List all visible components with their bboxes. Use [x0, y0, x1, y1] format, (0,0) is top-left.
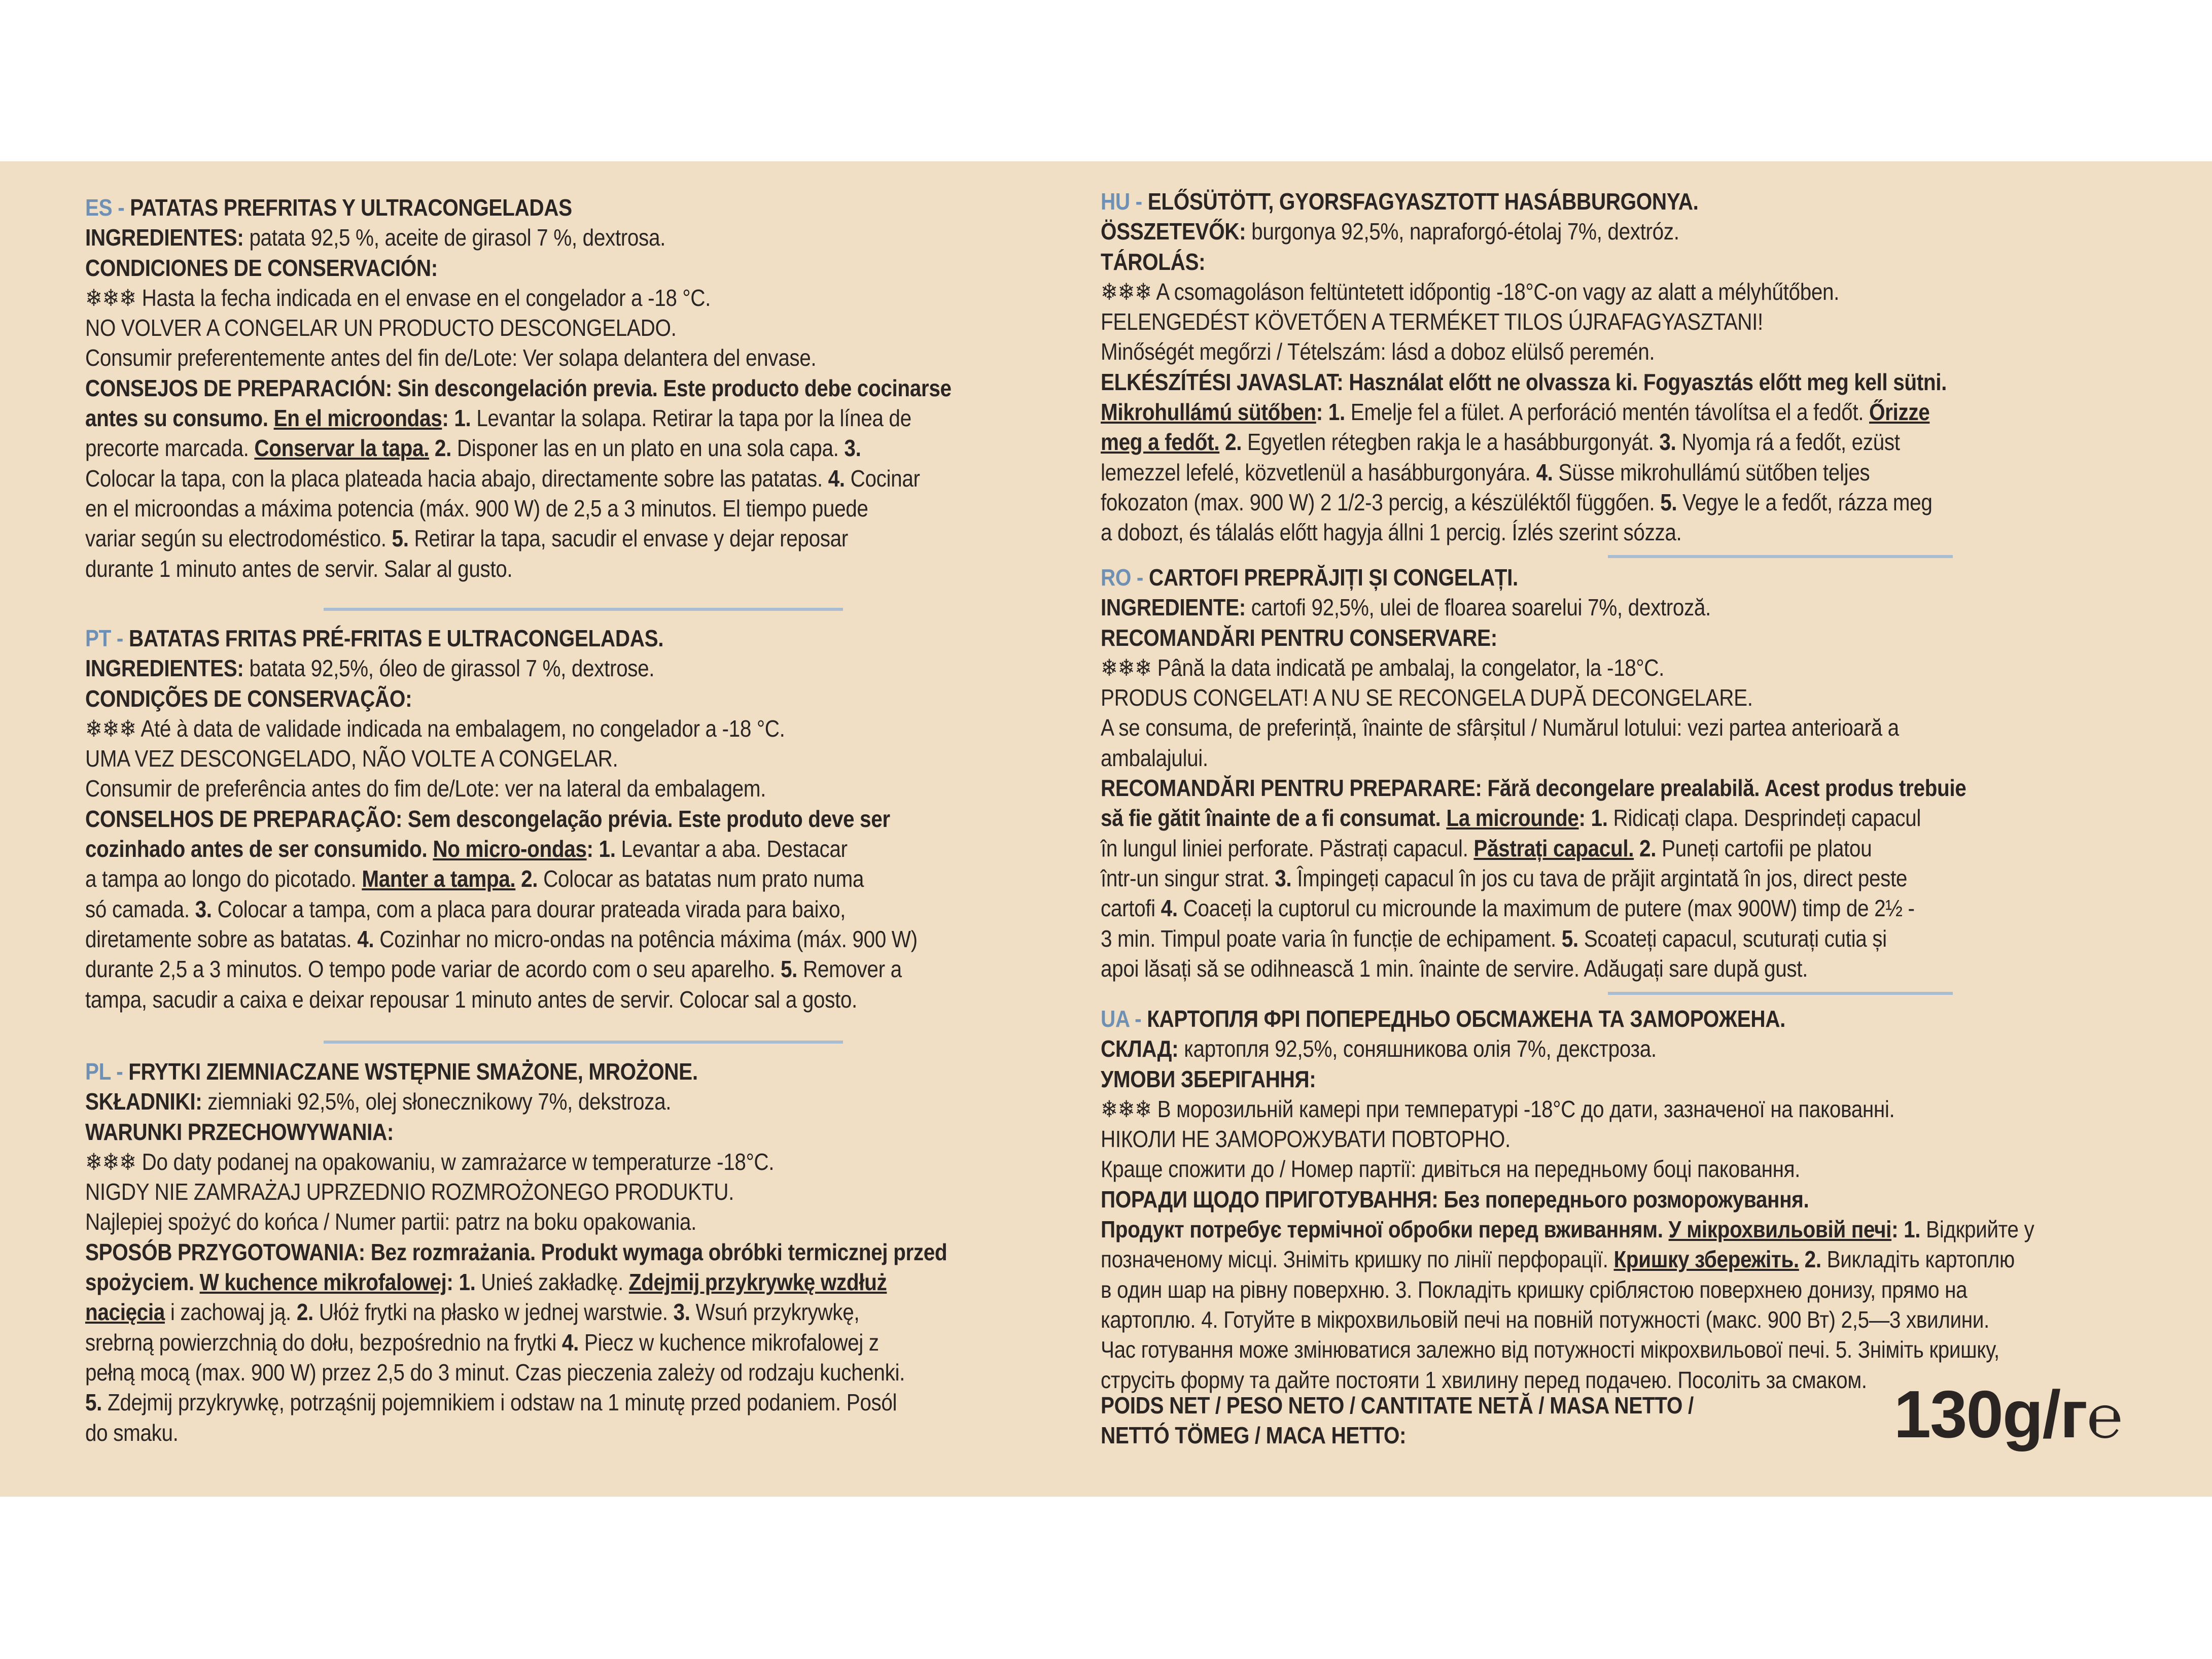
refreeze-warning: NO VOLVER A CONGELAR UN PRODUCTO DESCONGELADO. [85, 315, 677, 341]
section-heading: HU - ELŐSÜTÖTT, GYORSFAGYASZTOTT HASÁBBURGONYA. [1101, 188, 1699, 215]
refreeze-warning: NIGDY NIE ZAMRAŻAJ UPRZEDNIO ROZMROŻONEGO PRODUKTU. [85, 1179, 734, 1205]
text-line: в один шар на рівну поверхню. 3. Покладіть кришку сріблястою поверхнею донизу, прямо на [1101, 1276, 1968, 1303]
text-line: antes su consumo. En el microondas: 1. Levantar la solapa. Retirar la tapa por la línea de [85, 405, 911, 432]
text-line: 5. Zdejmij przykrywkę, potrząśnij pojemnikiem i odstaw na 1 minutę przed podaniem. Posól [85, 1389, 897, 1416]
preparation-heading: ELKÉSZÍTÉSI JAVASLAT: Használat előtt ne olvassza ki. Fogyasztás előtt meg kell sütni. [1101, 368, 1947, 395]
section-divider [324, 1041, 843, 1044]
storage-heading: TÁROLÁS: [1101, 248, 1206, 275]
section-divider [1608, 555, 1953, 558]
text-line: ambalajului. [1101, 744, 1208, 771]
text-line: do smaku. [85, 1419, 179, 1446]
language-code: UA [1101, 1006, 1130, 1032]
text-line: variar según su electrodoméstico. 5. Retirar la tapa, sacudir el envase y dejar reposar [85, 525, 848, 552]
net-weight-label: POIDS NET / PESO NETO / CANTITATE NETĂ / MASA NETTO / [1101, 1392, 1694, 1419]
preparation-heading: CONSEJOS DE PREPARACIÓN: Sin descongelación previa. Este producto debe cocinarse [85, 374, 952, 401]
ingredients-line: INGREDIENTES: batata 92,5%, óleo de girassol 7 %, dextrose. [85, 655, 655, 682]
storage-heading: УМОВИ ЗБЕРІГАННЯ: [1101, 1065, 1316, 1092]
language-code: HU [1101, 188, 1130, 215]
text-line: precorte marcada. Conservar la tapa. 2. Disponer las en un plato en una sola capa. 3. [85, 435, 861, 462]
ingredients-line: СКЛАД: картопля 92,5%, соняшникова олія 7%, декстроза. [1101, 1035, 1657, 1062]
best-before-line: Consumir preferentemente antes del fin de/Lote: Ver solapa delantera del envase. [85, 344, 817, 371]
language-code: ES [85, 194, 113, 221]
text-line: Colocar la tapa, con la placa plateada hacia abajo, directamente sobre las patatas. 4. Cocinar [85, 465, 920, 492]
ingredients-line: INGREDIENTE: cartofi 92,5%, ulei de floarea soarelui 7%, dextroză. [1101, 594, 1711, 621]
ingredients-line: SKŁADNIKI: ziemniaki 92,5%, olej słonecznikowy 7%, dekstroza. [85, 1088, 672, 1115]
net-weight-value [1893, 1377, 2122, 1451]
refreeze-warning: НІКОЛИ НЕ ЗАМОРОЖУВАТИ ПОВТОРНО. [1101, 1126, 1511, 1153]
best-before-line: A se consuma, de preferință, înainte de sfârșitul / Numărul lotului: vezi partea anterioară a [1101, 714, 1899, 741]
text-line: позначеному місці. Зніміть кришку по лінії перфорації. Кришку збережіть. 2. Викладіть картоплю [1101, 1246, 2015, 1273]
text-line: cartofi 4. Coaceți la cuptorul cu microunde la maximum de putere (max 900W) timp de 2½ - [1101, 895, 1915, 922]
best-before-line: Najlepiej spożyć do końca / Numer partii: patrz na boku opakowania. [85, 1208, 696, 1235]
text-line: a dobozt, és tálalás előtt hagyja állni 1 percig. Ízlés szerint sózza. [1101, 519, 1682, 546]
language-code: PL [85, 1058, 111, 1085]
text-line: cozinhado antes de ser consumido. No micro-ondas: 1. Levantar a aba. Destacar [85, 836, 848, 862]
text-line: să fie gătit înainte de a fi consumat. La microunde: 1. Ridicați clapa. Desprindeți capacul [1101, 805, 1921, 832]
text-line: a tampa ao longo do picotado. Manter a tampa. 2. Colocar as batatas num prato numa [85, 866, 864, 892]
best-before-line: Minőségét megőrzi / Tételszám: lásd a doboz elülső peremén. [1101, 338, 1655, 365]
text-line: fokozaton (max. 900 W) 2 1/2-3 percig, a készüléktől függően. 5. Vegye le a fedőt, rázza meg [1101, 489, 1933, 515]
refreeze-warning: UMA VEZ DESCONGELADO, NÃO VOLTE A CONGELAR. [85, 745, 618, 772]
text-line: картоплю. 4. Готуйте в мікрохвильовій печі на повній потужності (макс. 900 Вт) 2,5—3 хвилини. [1101, 1306, 1989, 1333]
product-title: ELŐSÜTÖTT, GYORSFAGYASZTOTT HASÁBBURGONYA. [1147, 188, 1699, 215]
weight-number: 130g/г [1893, 1377, 2087, 1451]
section-pt [85, 624, 1095, 1015]
text-line: apoi lăsați să se odihnească 1 min. înainte de servire. Adăugați sare după gust. [1101, 955, 1808, 982]
storage-heading: RECOMANDĂRI PENTRU CONSERVARE: [1101, 624, 1497, 651]
preparation-heading: CONSELHOS DE PREPARAÇÃO: Sem descongelação prévia. Este produto deve ser [85, 805, 890, 832]
preparation-heading: ПОРАДИ ЩОДО ПРИГОТУВАННЯ: Без попереднього розморожування. [1101, 1186, 1809, 1213]
product-title: BATATAS FRITAS PRÉ-FRITAS E ULTRACONGELADAS. [128, 625, 664, 651]
storage-line: ❄❄❄ Hasta la fecha indicada en el envase en el congelador a -18 °C. [85, 284, 711, 311]
text-line: durante 2,5 a 3 minutos. O tempo pode variar de acordo com o seu aparelho. 5. Remover a [85, 956, 902, 983]
text-line: pełną mocą (max. 900 W) przez 2,5 do 3 minut. Czas pieczenia zależy od rodzaju kuchenki. [85, 1359, 905, 1386]
preparation-heading: SPOSÓB PRZYGOTOWANIA: Bez rozmrażania. Produkt wymaga obróbki termicznej przed [85, 1238, 947, 1265]
text-line: lemezzel lefelé, közvetlenül a hasábburgonyára. 4. Süsse mikrohullámú sütőben teljes [1101, 459, 1870, 486]
refreeze-warning: PRODUS CONGELAT! A NU SE RECONGELA DUPĂ DECONGELARE. [1101, 684, 1753, 711]
estimated-sign: ℮ [2087, 1384, 2122, 1450]
section-ro [1101, 563, 2120, 984]
section-es [85, 193, 1095, 584]
section-heading: UA - КАРТОПЛЯ ФРІ ПОПЕРЕДНЬО ОБСМАЖЕНА ТА ЗАМОРОЖЕНА. [1101, 1006, 1786, 1032]
storage-line: ❄❄❄ Até à data de validade indicada na embalagem, no congelador a -18 °C. [85, 715, 785, 742]
text-line: într-un singur strat. 3. Împingeți capacul în jos cu tava de prăjit argintată în jos, direct peste [1101, 865, 1908, 891]
storage-heading: WARUNKI PRZECHOWYWANIA: [85, 1118, 394, 1145]
text-line: só camada. 3. Colocar a tampa, com a placa para dourar prateada virada para baixo, [85, 895, 846, 922]
text-line: srebrną powierzchnią do dołu, bezpośrednio na frytki 4. Piecz w kuchence mikrofalowej z [85, 1329, 879, 1356]
text-line: 3 min. Timpul poate varia în funcție de echipament. 5. Scoateți capacul, scuturați cutia și [1101, 925, 1887, 952]
text-line: spożyciem. W kuchence mikrofalowej: 1. Unieś zakładkę. Zdejmij przykrywkę wzdłuż [85, 1269, 887, 1296]
language-code: RO [1101, 564, 1132, 591]
product-title: CARTOFI PREPRĂJIȚI ȘI CONGELAȚI. [1148, 564, 1518, 591]
storage-heading: CONDIÇÕES DE CONSERVAÇÃO: [85, 685, 412, 712]
preparation-heading: RECOMANDĂRI PENTRU PREPARARE: Fără decongelare prealabilă. Acest produs trebuie [1101, 775, 1967, 802]
product-title: FRYTKI ZIEMNIACZANE WSTĘPNIE SMAŻONE, MROŻONE. [128, 1058, 698, 1085]
section-pl [85, 1057, 1095, 1448]
text-line: Час готування може змінюватися залежно від потужності мікрохвильової печі. 5. Зніміть кришку, [1101, 1336, 1999, 1363]
section-heading: PT - BATATAS FRITAS PRÉ-FRITAS E ULTRACONGELADAS. [85, 625, 664, 651]
text-line: Mikrohullámú sütőben: 1. Emelje fel a fület. A perforáció mentén távolítsa el a fedőt. Őrizze [1101, 399, 1930, 426]
refreeze-warning: FELENGEDÉST KÖVETŐEN A TERMÉKET TILOS ÚJRAFAGYASZTANI! [1101, 308, 1763, 335]
storage-line: ❄❄❄ В морозильній камері при температурі -18°С до дати, зазначеної на пакованні. [1101, 1095, 1895, 1122]
product-title: КАРТОПЛЯ ФРІ ПОПЕРЕДНЬО ОБСМАЖЕНА ТА ЗАМОРОЖЕНА. [1147, 1006, 1786, 1032]
text-line: durante 1 minuto antes de servir. Salar al gusto. [85, 555, 513, 582]
text-line: tampa, sacudir a caixa e deixar repousar 1 minuto antes de servir. Colocar sal a gosto. [85, 986, 857, 1013]
language-code: PT [85, 625, 112, 651]
ingredients-line: ÖSSZETEVŐK: burgonya 92,5%, napraforgó-étolaj 7%, dextróz. [1101, 218, 1679, 245]
section-ua [1101, 1004, 2120, 1395]
storage-line: ❄❄❄ A csomagoláson feltüntetett időpontig -18°C-on vagy az alatt a mélyhűtőben. [1101, 278, 1840, 305]
net-weight-label: NETTÓ TÖMEG / МАСА НЕТТО: [1101, 1422, 1407, 1449]
best-before-line: Consumir de preferência antes do fim de/Lote: ver na lateral da embalagem. [85, 775, 766, 802]
text-line: meg a fedőt. 2. Egyetlen rétegben rakja le a hasábburgonyát. 3. Nyomja rá a fedőt, ezüst [1101, 429, 1900, 456]
text-line: nacięcia i zachowaj ją. 2. Ułóż frytki na płasko w jednej warstwie. 3. Wsuń przykrywkę, [85, 1299, 860, 1326]
product-title: PATATAS PREFRITAS Y ULTRACONGELADAS [130, 194, 572, 221]
section-heading: ES - PATATAS PREFRITAS Y ULTRACONGELADAS [85, 194, 572, 221]
section-divider [324, 608, 843, 611]
text-line: Продукт потребує термічної обробки перед вживанням. У мікрохвильовій печі: 1. Відкрийте у [1101, 1216, 2034, 1243]
storage-heading: CONDICIONES DE CONSERVACIÓN: [85, 254, 438, 281]
section-divider [1608, 992, 1953, 995]
storage-line: ❄❄❄ Do daty podanej na opakowaniu, w zamrażarce w temperaturze -18°C. [85, 1148, 775, 1175]
label-panel [0, 161, 2212, 1497]
storage-line: ❄❄❄ Până la data indicată pe ambalaj, la congelator, la -18°C. [1101, 654, 1665, 681]
section-heading: RO - CARTOFI PREPRĂJIȚI ȘI CONGELAȚI. [1101, 564, 1518, 591]
text-line: diretamente sobre as batatas. 4. Cozinhar no micro-ondas na potência máxima (máx. 900 W) [85, 925, 918, 952]
section-heading: PL - FRYTKI ZIEMNIACZANE WSTĘPNIE SMAŻONE, MROŻONE. [85, 1058, 698, 1085]
section-hu [1101, 187, 2120, 548]
text-line: струсіть форму та дайте постояти 1 хвилину перед подачею. Посоліть за смаком. [1101, 1366, 1867, 1393]
ingredients-line: INGREDIENTES: patata 92,5 %, aceite de girasol 7 %, dextrosa. [85, 224, 665, 251]
text-line: en el microondas a máxima potencia (máx. 900 W) de 2,5 a 3 minutos. El tiempo puede [85, 495, 868, 522]
best-before-line: Краще спожити до / Номер партії: дивіться на передньому боці паковання. [1101, 1156, 1801, 1183]
text-line: în lungul liniei perforate. Păstrați capacul. Păstrați capacul. 2. Puneți cartofii pe platou [1101, 835, 1872, 861]
